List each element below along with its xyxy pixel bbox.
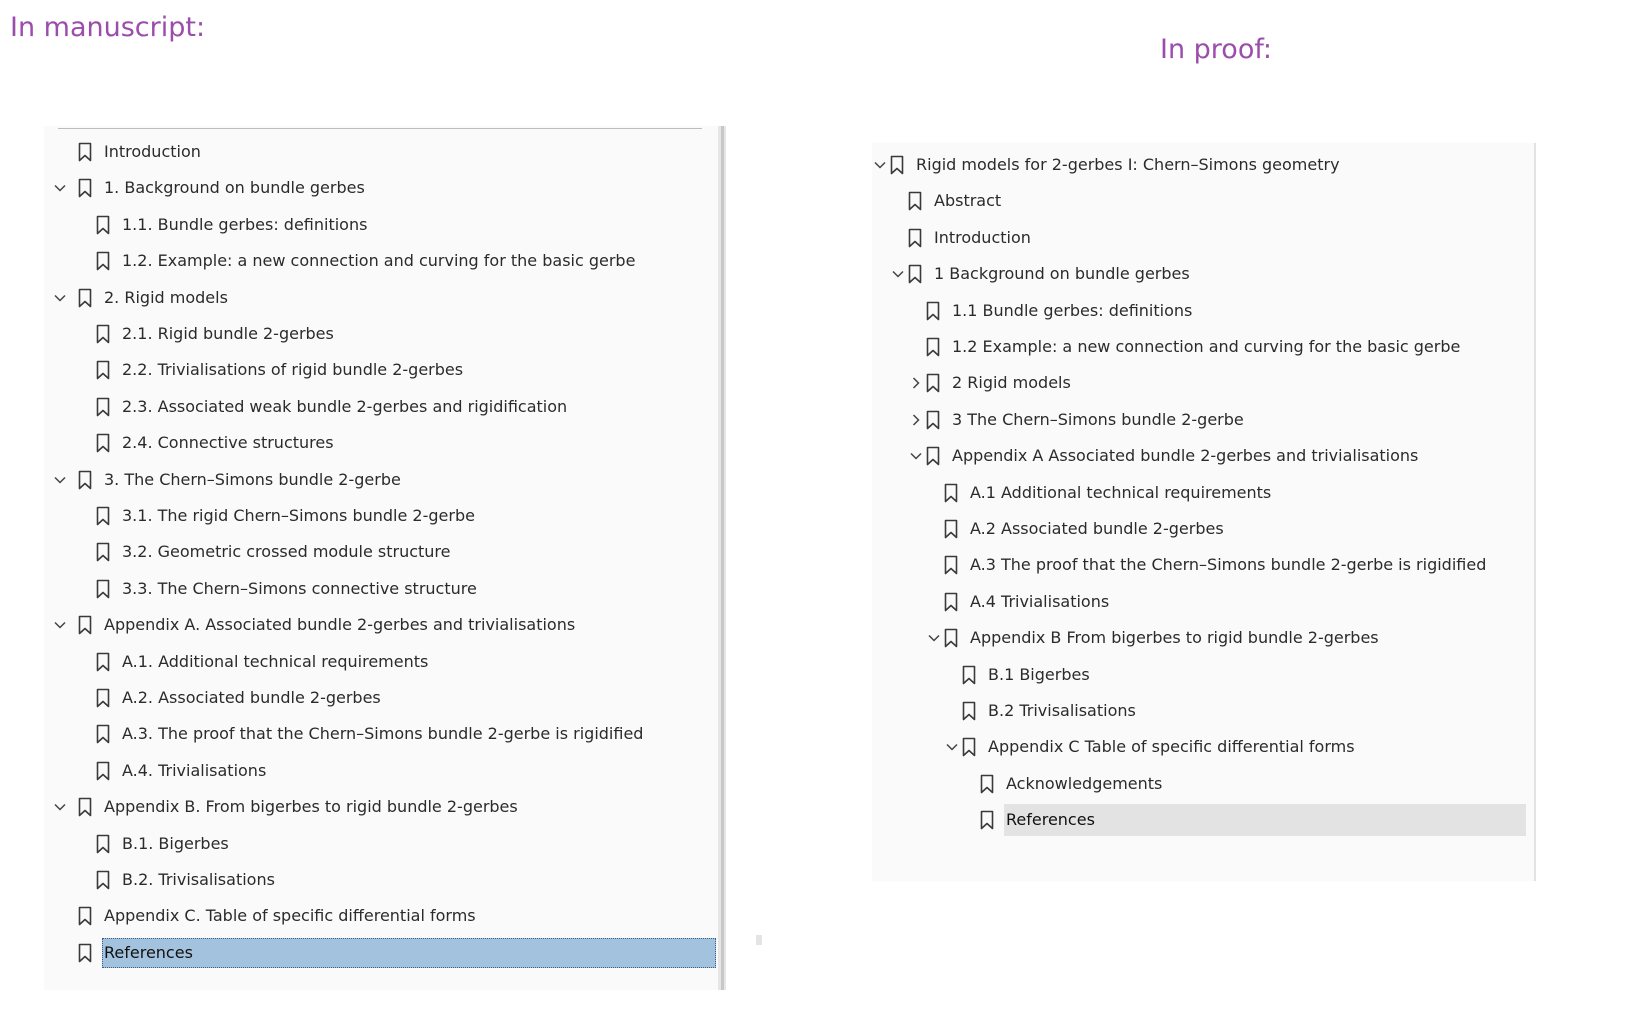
resize-grip[interactable] <box>756 935 762 945</box>
bookmark-icon <box>926 410 940 430</box>
bookmark-label: 2.1. Rigid bundle 2-gerbes <box>122 324 334 343</box>
bookmark-icon <box>944 628 958 648</box>
bookmark-icon <box>78 943 92 963</box>
bookmark-label: References <box>1006 810 1095 830</box>
bookmark-item[interactable] <box>44 718 716 750</box>
bookmark-label: B.2. Trivisalisations <box>122 870 275 889</box>
bookmark-item[interactable] <box>44 391 716 423</box>
bookmark-icon <box>962 665 976 685</box>
bookmark-label: 3.1. The rigid Chern–Simons bundle 2-gerbe <box>122 506 475 525</box>
bookmark-label: Introduction <box>934 227 1031 247</box>
chevron-down-icon[interactable] <box>944 739 960 755</box>
bookmark-item[interactable] <box>44 282 716 314</box>
bookmark-icon <box>96 542 110 562</box>
bookmark-icon <box>890 155 904 175</box>
bookmark-item[interactable] <box>44 318 716 350</box>
bookmark-item[interactable] <box>872 622 1526 654</box>
bookmark-icon <box>944 483 958 503</box>
bookmark-icon <box>96 506 110 526</box>
bookmark-icon <box>96 870 110 890</box>
bookmark-label: Abstract <box>934 191 1002 211</box>
bookmark-label: A.1. Additional technical requirements <box>122 651 429 671</box>
bookmark-label: A.2. Associated bundle 2-gerbes <box>122 688 381 707</box>
chevron-right-icon[interactable] <box>908 412 924 428</box>
bookmark-label: Introduction <box>104 142 201 161</box>
bookmark-item[interactable] <box>44 646 716 678</box>
bookmark-icon <box>944 555 958 575</box>
chevron-right-icon[interactable] <box>908 375 924 391</box>
bookmark-label: B.2 Trivisalisations <box>988 701 1136 720</box>
caption-manuscript: In manuscript: <box>10 12 206 43</box>
bookmark-icon <box>962 701 976 721</box>
bookmark-icon <box>944 592 958 612</box>
bookmark-icon <box>78 142 92 162</box>
bookmark-icon <box>78 178 92 198</box>
bookmark-label: Rigid models for 2-gerbes I: Chern–Simons geometry <box>916 155 1340 174</box>
bookmark-label: Appendix A Associated bundle 2-gerbes and trivialisations <box>952 446 1419 466</box>
bookmark-item[interactable] <box>872 695 1526 727</box>
bookmark-item[interactable] <box>872 477 1526 509</box>
scrollbar-thumb[interactable] <box>721 126 724 990</box>
bookmark-label: A.3 The proof that the Chern–Simons bundle 2-gerbe is rigidified <box>970 555 1487 575</box>
bookmark-item[interactable] <box>872 404 1526 436</box>
bookmark-icon <box>908 191 922 211</box>
bookmark-item[interactable] <box>44 937 716 969</box>
panel-divider <box>58 128 702 129</box>
chevron-down-icon[interactable] <box>52 290 68 306</box>
chevron-down-icon[interactable] <box>52 180 68 196</box>
bookmark-label: 1.1. Bundle gerbes: definitions <box>122 214 368 234</box>
bookmark-item[interactable] <box>44 682 716 714</box>
bookmark-icon <box>980 774 994 794</box>
panel-border <box>1534 143 1536 881</box>
bookmark-item[interactable] <box>44 136 716 168</box>
bookmark-item[interactable] <box>872 659 1526 691</box>
bookmark-icon <box>96 688 110 708</box>
bookmark-icon <box>96 761 110 781</box>
bookmark-item[interactable] <box>872 440 1526 472</box>
bookmark-icon <box>908 264 922 284</box>
bookmark-icon <box>962 737 976 757</box>
bookmark-label: 1.1 Bundle gerbes: definitions <box>952 300 1193 320</box>
bookmark-icon <box>96 834 110 854</box>
bookmark-item[interactable] <box>872 331 1526 363</box>
bookmarks-panel-proof <box>872 143 1536 881</box>
bookmark-label: 3.2. Geometric crossed module structure <box>122 542 451 562</box>
bookmark-icon <box>96 579 110 599</box>
bookmark-label: 3 The Chern–Simons bundle 2-gerbe <box>952 409 1244 429</box>
bookmarks-panel-manuscript <box>44 126 726 990</box>
bookmark-item[interactable] <box>44 791 716 823</box>
bookmark-label: A.3. The proof that the Chern–Simons bundle 2-gerbe is rigidified <box>122 724 644 744</box>
bookmark-label: 2 Rigid models <box>952 373 1071 393</box>
bookmark-item[interactable] <box>44 755 716 787</box>
bookmark-label: 2.3. Associated weak bundle 2-gerbes and rigidification <box>122 396 568 416</box>
bookmark-item[interactable] <box>44 354 716 386</box>
bookmark-item[interactable] <box>44 500 716 532</box>
bookmark-icon <box>926 373 940 393</box>
bookmark-label: Appendix B From bigerbes to rigid bundle 2-gerbes <box>970 628 1379 648</box>
bookmark-item[interactable] <box>44 427 716 459</box>
bookmark-item[interactable] <box>44 609 716 641</box>
bookmark-item[interactable] <box>872 731 1526 763</box>
bookmark-icon <box>944 519 958 539</box>
bookmark-label: 2. Rigid models <box>104 287 228 307</box>
bookmark-item[interactable] <box>872 513 1526 545</box>
bookmark-label: A.4. Trivialisations <box>122 760 267 780</box>
bookmark-label: 1. Background on bundle gerbes <box>104 178 365 198</box>
bookmark-icon <box>78 797 92 817</box>
bookmark-label: Appendix B. From bigerbes to rigid bundle 2-gerbes <box>104 797 518 817</box>
bookmark-label: 3. The Chern–Simons bundle 2-gerbe <box>104 469 401 489</box>
bookmark-icon <box>96 215 110 235</box>
chevron-down-icon[interactable] <box>908 448 924 464</box>
bookmark-label: B.1. Bigerbes <box>122 833 229 853</box>
bookmark-item[interactable] <box>872 549 1526 581</box>
chevron-down-icon[interactable] <box>52 617 68 633</box>
bookmark-item[interactable] <box>872 586 1526 618</box>
bookmark-label: 3.3. The Chern–Simons connective structure <box>122 578 477 598</box>
bookmark-label: Appendix C. Table of specific differential forms <box>104 906 476 926</box>
bookmark-label: 2.2. Trivialisations of rigid bundle 2-gerbes <box>122 360 464 380</box>
bookmark-icon <box>96 433 110 453</box>
chevron-down-icon[interactable] <box>890 266 906 282</box>
bookmark-label: Appendix C Table of specific differential forms <box>988 737 1355 757</box>
chevron-down-icon[interactable] <box>52 799 68 815</box>
selection-highlight <box>102 938 716 968</box>
bookmark-item[interactable] <box>44 464 716 496</box>
bookmark-item[interactable] <box>44 536 716 568</box>
bookmark-icon <box>96 251 110 271</box>
bookmark-icon <box>96 724 110 744</box>
bookmark-icon <box>96 397 110 417</box>
bookmark-item[interactable] <box>44 864 716 896</box>
bookmark-item[interactable] <box>44 828 716 860</box>
chevron-down-icon[interactable] <box>926 630 942 646</box>
scrollbar[interactable] <box>718 126 726 990</box>
chevron-down-icon[interactable] <box>52 472 68 488</box>
bookmark-item[interactable] <box>872 295 1526 327</box>
bookmark-item[interactable] <box>44 573 716 605</box>
bookmark-label: Acknowledgements <box>1006 773 1163 793</box>
bookmark-icon <box>78 288 92 308</box>
bookmark-label: 1.2 Example: a new connection and curving for the basic gerbe <box>952 337 1461 356</box>
bookmark-item[interactable] <box>872 185 1526 217</box>
bookmark-item[interactable] <box>44 245 716 277</box>
bookmark-icon <box>78 615 92 635</box>
bookmark-label: A.4 Trivialisations <box>970 591 1110 611</box>
bookmark-icon <box>96 324 110 344</box>
bookmark-icon <box>980 810 994 830</box>
bookmark-label: 2.4. Connective structures <box>122 433 334 453</box>
bookmark-item[interactable] <box>872 367 1526 399</box>
bookmark-label: References <box>104 942 193 962</box>
bookmark-icon <box>78 906 92 926</box>
bookmark-icon <box>926 337 940 357</box>
bookmark-item[interactable] <box>872 222 1526 254</box>
bookmark-label: A.2 Associated bundle 2-gerbes <box>970 519 1224 538</box>
bookmark-icon <box>96 360 110 380</box>
bookmark-item[interactable] <box>872 149 1526 181</box>
bookmark-item[interactable] <box>872 768 1526 800</box>
bookmark-icon <box>96 652 110 672</box>
bookmark-label: A.1 Additional technical requirements <box>970 482 1272 502</box>
caption-proof: In proof: <box>1160 34 1272 65</box>
bookmark-label: 1 Background on bundle gerbes <box>934 264 1190 284</box>
bookmark-label: 1.2. Example: a new connection and curving for the basic gerbe <box>122 251 636 271</box>
bookmark-icon <box>926 446 940 466</box>
chevron-down-icon[interactable] <box>872 157 888 173</box>
bookmark-label: B.1 Bigerbes <box>988 664 1090 684</box>
bookmark-item[interactable] <box>872 804 1526 836</box>
bookmark-item[interactable] <box>44 900 716 932</box>
bookmark-icon <box>78 470 92 490</box>
bookmark-icon <box>926 301 940 321</box>
bookmark-icon <box>908 228 922 248</box>
bookmark-item[interactable] <box>44 172 716 204</box>
bookmark-item[interactable] <box>872 258 1526 290</box>
bookmark-label: Appendix A. Associated bundle 2-gerbes and trivialisations <box>104 615 576 635</box>
bookmark-item[interactable] <box>44 209 716 241</box>
